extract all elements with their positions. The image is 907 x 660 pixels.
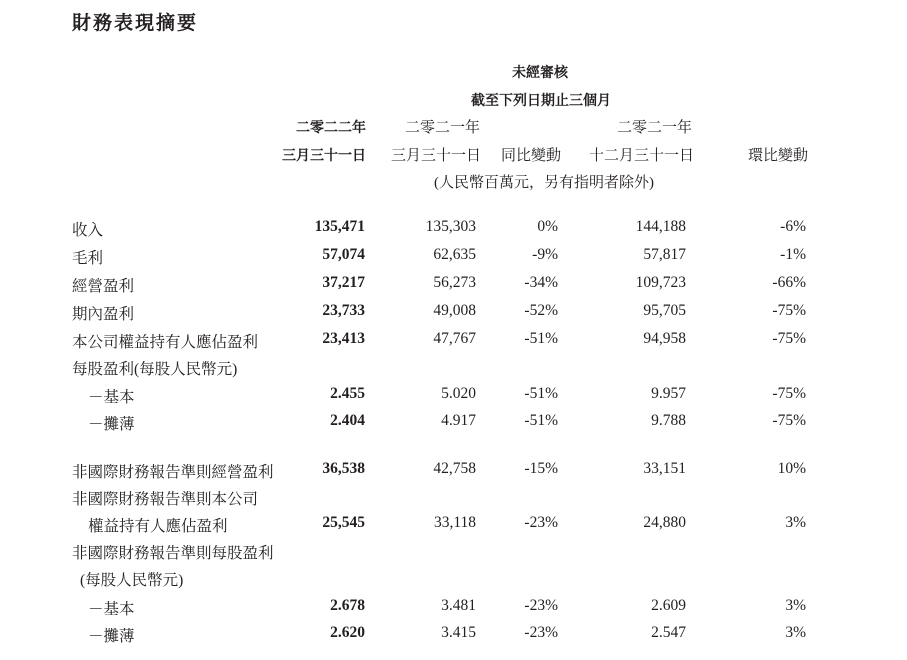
row-label: －基本	[88, 389, 135, 406]
cell-2021q1: 3.481	[441, 597, 476, 614]
cell-yoy: 0%	[537, 218, 558, 235]
cell-qoq: -75%	[772, 385, 806, 402]
cell-2021q4: 2.609	[651, 597, 686, 614]
row-label: 本公司權益持有人應佔盈利	[72, 334, 259, 351]
cell-2021q1: 49,008	[433, 302, 476, 319]
row-label: 每股盈利(每股人民幣元)	[72, 361, 238, 378]
cell-2021q4: 33,151	[643, 460, 686, 477]
table-row	[0, 330, 907, 356]
table-row	[0, 218, 907, 244]
col1-date: 三月三十一日	[282, 147, 366, 163]
cell-2021q4: 24,880	[643, 514, 686, 531]
cell-yoy: -34%	[524, 274, 558, 291]
row-label: －基本	[88, 601, 135, 618]
cell-2022q1: 2.678	[330, 597, 365, 614]
table-row	[0, 597, 907, 623]
table-row	[0, 514, 907, 540]
cell-yoy: -51%	[524, 385, 558, 402]
cell-yoy: -23%	[524, 514, 558, 531]
table-row	[0, 541, 907, 567]
col4-date: 十二月三十一日	[589, 148, 695, 164]
cell-yoy: -51%	[524, 330, 558, 347]
cell-2021q4: 2.547	[651, 624, 686, 641]
row-label: 權益持有人應佔盈利	[88, 518, 228, 535]
cell-2021q4: 144,188	[635, 218, 686, 235]
cell-2022q1: 135,471	[314, 218, 365, 235]
cell-2021q1: 62,635	[433, 246, 476, 263]
cell-qoq: -66%	[772, 274, 806, 291]
cell-2022q1: 57,074	[322, 246, 365, 263]
unit-note: (人民幣百萬元，另有指明者除外)	[434, 175, 654, 191]
cell-2021q1: 3.415	[441, 624, 476, 641]
audit-status: 未經審核	[512, 64, 568, 80]
cell-yoy: -9%	[532, 246, 558, 263]
cell-qoq: 3%	[785, 597, 806, 614]
cell-2021q4: 94,958	[643, 330, 686, 347]
cell-qoq: -6%	[780, 218, 806, 235]
cell-2021q4: 95,705	[643, 302, 686, 319]
cell-yoy: -23%	[524, 624, 558, 641]
cell-qoq: 3%	[785, 624, 806, 641]
row-label: －攤薄	[88, 628, 135, 645]
cell-2022q1: 37,217	[322, 274, 365, 291]
cell-2021q1: 4.917	[441, 412, 476, 429]
row-label: 期內盈利	[72, 306, 135, 323]
col5-date: 環比變動	[748, 148, 809, 164]
cell-yoy: -15%	[524, 460, 558, 477]
cell-2021q4: 109,723	[635, 274, 686, 291]
table-row	[0, 624, 907, 650]
cell-2021q1: 42,758	[433, 460, 476, 477]
cell-qoq: -75%	[772, 412, 806, 429]
cell-qoq: -75%	[772, 302, 806, 319]
cell-yoy: -23%	[524, 597, 558, 614]
row-label: 非國際財務報告準則每股盈利	[72, 545, 274, 562]
cell-qoq: -1%	[780, 246, 806, 263]
row-label: (每股人民幣元)	[80, 572, 184, 589]
cell-2022q1: 23,413	[322, 330, 365, 347]
table-row	[0, 302, 907, 328]
cell-2021q1: 56,273	[433, 274, 476, 291]
table-row	[0, 274, 907, 300]
table-row	[0, 460, 907, 486]
cell-2021q1: 5.020	[441, 385, 476, 402]
cell-qoq: -75%	[772, 330, 806, 347]
cell-2021q1: 135,303	[425, 218, 476, 235]
cell-2022q1: 23,733	[322, 302, 365, 319]
col2-year: 二零二一年	[405, 120, 481, 136]
table-row	[0, 412, 907, 438]
cell-2022q1: 36,538	[322, 460, 365, 477]
cell-2022q1: 2.455	[330, 385, 365, 402]
table-row	[0, 246, 907, 272]
col2-date: 三月三十一日	[391, 148, 482, 164]
cell-qoq: 3%	[785, 514, 806, 531]
cell-qoq: 10%	[777, 460, 806, 477]
col3-date: 同比變動	[501, 148, 562, 164]
table-row	[0, 357, 907, 383]
table-row	[0, 487, 907, 513]
table-row	[0, 385, 907, 411]
cell-2021q4: 57,817	[643, 246, 686, 263]
row-label: 收入	[72, 222, 104, 239]
col4-year: 二零二一年	[617, 120, 693, 136]
page-title: 財務表現摘要	[72, 13, 199, 34]
cell-yoy: -52%	[524, 302, 558, 319]
row-label: 經營盈利	[72, 278, 135, 295]
cell-2022q1: 2.404	[330, 412, 365, 429]
table-row	[0, 568, 907, 594]
period-label: 截至下列日期止三個月	[471, 92, 611, 108]
row-label: －攤薄	[88, 416, 135, 433]
cell-2021q4: 9.788	[651, 412, 686, 429]
cell-2022q1: 25,545	[322, 514, 365, 531]
col1-year: 二零二二年	[296, 119, 366, 135]
row-label: 毛利	[72, 250, 104, 267]
row-label: 非國際財務報告準則本公司	[72, 491, 259, 508]
cell-2021q1: 47,767	[433, 330, 476, 347]
cell-2022q1: 2.620	[330, 624, 365, 641]
cell-yoy: -51%	[524, 412, 558, 429]
row-label: 非國際財務報告準則經營盈利	[72, 464, 274, 481]
cell-2021q4: 9.957	[651, 385, 686, 402]
cell-2021q1: 33,118	[433, 514, 476, 531]
